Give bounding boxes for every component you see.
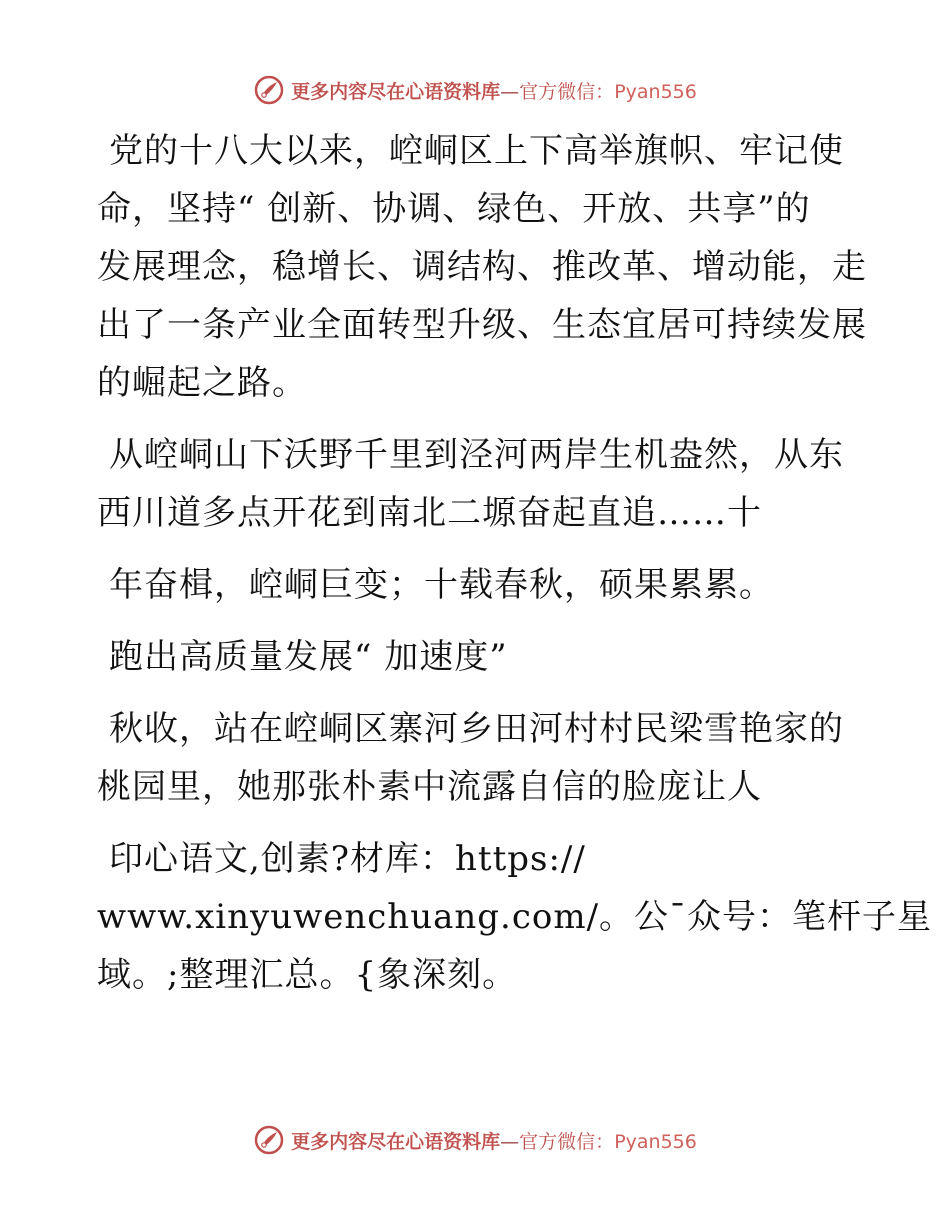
feather-seal-icon <box>253 1124 285 1156</box>
watermark-wechat-handle: Pyan556 <box>614 80 697 103</box>
text-line: 发展理念，稳增长、调结构、推改革、增动能，走 <box>97 247 867 287</box>
watermark-main: 更多内容尽在心语资料库 <box>291 1130 501 1153</box>
text-line: 印心语文,创素?材库：https:// <box>109 839 586 879</box>
watermark-text <box>291 77 697 104</box>
text-line: 党的十八大以来，崆峒区上下高举旗帜、牢记使 <box>109 131 844 171</box>
watermark-wechat-label: 官方微信： <box>519 1130 615 1153</box>
watermark-wechat-label: 官方微信： <box>519 80 615 103</box>
text-line: 出了一条产业全面转型升级、生态宜居可持续发展 <box>97 305 867 345</box>
header-watermark <box>0 70 950 110</box>
text-line: 秋收，站在崆峒区寨河乡田河村村民梁雪艳家的 <box>109 709 844 749</box>
watermark-wechat-handle: Pyan556 <box>614 1130 697 1153</box>
watermark-separator: — <box>500 1130 520 1153</box>
text-line: 年奋楫，崆峒巨变；十载春秋，硕果累累。 <box>109 565 774 605</box>
paragraph-5 <box>97 830 933 1004</box>
paragraph-3 <box>97 556 857 614</box>
paragraph-4 <box>97 700 857 816</box>
text-line: 的崛起之路。 <box>97 363 307 403</box>
section-heading <box>97 628 857 686</box>
text-line: 命，坚持“ 创新、协调、绿色、开放、共享”的 <box>97 189 811 229</box>
text-line: 从崆峒山下沃野千里到泾河两岸生机盎然，从东 <box>109 435 844 475</box>
text-line: 西川道多点开花到南北二塬奋起直追……十 <box>97 493 762 533</box>
text-line: 桃园里，她那张朴素中流露自信的脸庞让人 <box>97 767 762 807</box>
text-line: 跑出高质量发展“ 加速度” <box>109 637 508 677</box>
document-body <box>97 122 933 1018</box>
paragraph-2 <box>97 426 857 542</box>
feather-seal-icon <box>253 74 285 106</box>
watermark-main: 更多内容尽在心语资料库 <box>291 80 501 103</box>
watermark-text <box>291 1127 697 1154</box>
footer-watermark <box>0 1120 950 1160</box>
watermark-separator: — <box>500 80 520 103</box>
text-line: 域。;整理汇总。{象深刻。 <box>97 955 518 995</box>
text-line: www.xinyuwenchuang.com/。公¯众号：笔杆子星 <box>97 897 933 937</box>
paragraph-1 <box>97 122 867 412</box>
